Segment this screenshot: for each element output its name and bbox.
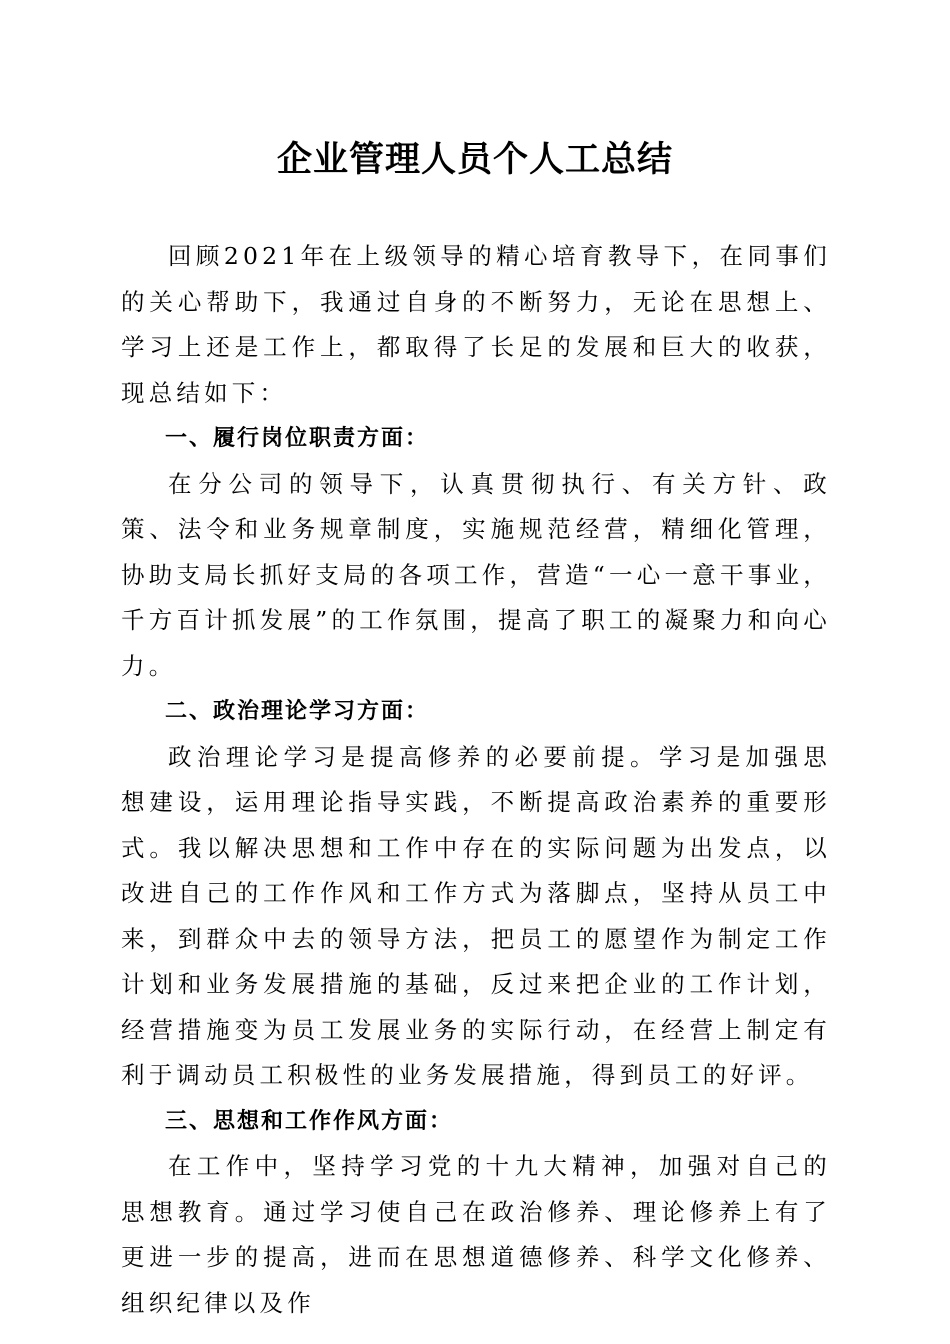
section-heading-duties: 一、履行岗位职责方面： [165,426,430,451]
section-body-duties: 在分公司的领导下，认真贯彻执行、有关方针、政策、法令和业务规章制度，实施规范经营，精细化管理，协助支局长抓好支局的各项工作，营造“一心一意干事业，千方百计抓发展”的工作氛围，提高了职工的凝聚力和向心力。 [121,469,831,680]
section-body-work-style: 在工作中，坚持学习党的十九大精神，加强对自己的思想教育。通过学习使自己在政治修养、理论修养上有了更进一步的提高，进而在思想道德修养、科学文化修养、组织纪律以及作 [121,1152,831,1317]
document-title: 企业管理人员个人工总结 [276,139,673,180]
intro-paragraph: 回顾2021年在上级领导的精心培育教导下，在同事们的关心帮助下，我通过自身的不断努力，无论在思想上、学习上还是工作上，都取得了长足的发展和巨大的收获，现总结如下： [121,242,831,407]
document-body [121,234,831,1326]
section-body-political-study: 政治理论学习是提高修养的必要前提。学习是加强思想建设，运用理论指导实践，不断提高政治素养的重要形式。我以解决思想和工作中存在的实际问题为出发点，以改进自己的工作作风和工作方式为落脚点，坚持从员工中来，到群众中去的领导方法，把员工的愿望作为制定工作计划和业务发展措施的基础，反过来把企业的工作计划，经营措施变为员工发展业务的实际行动，在经营上制定有利于调动员工积极性的业务发展措施，得到员工的好评。 [121,742,831,1089]
section-heading-work-style: 三、思想和工作作风方面： [165,1108,454,1134]
section-heading-political-study: 二、政治理论学习方面： [165,699,430,724]
